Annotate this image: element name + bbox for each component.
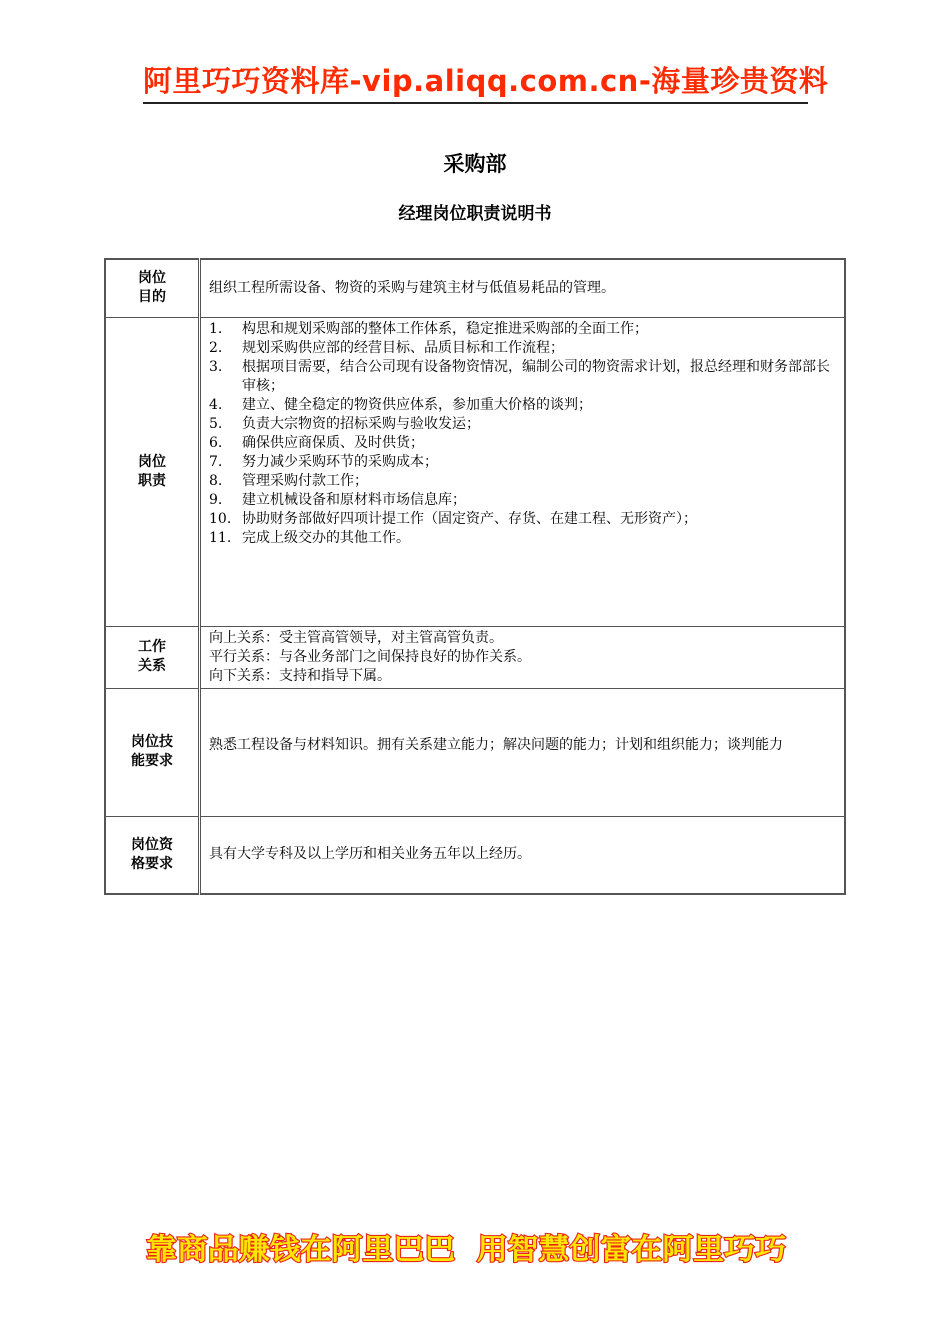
duty-item-number: 10. <box>209 510 232 527</box>
header-banner <box>143 62 829 104</box>
duty-item-text: 确保供应商保质、及时供货； <box>242 434 424 451</box>
department-title: 采购部 <box>443 152 507 176</box>
duty-item-number: 1. <box>209 320 223 337</box>
duty-item <box>209 434 836 453</box>
label-skills-line1: 岗位技 <box>131 734 173 750</box>
label-qualifications-line1: 岗位资 <box>131 836 173 853</box>
duty-item-text: 建立机械设备和原材料市场信息库； <box>242 491 466 508</box>
duties-list <box>209 320 836 548</box>
row-qualifications <box>105 816 845 894</box>
duty-item-text: 努力减少采购环节的采购成本； <box>242 453 438 470</box>
row-skills <box>105 688 845 816</box>
duty-item <box>209 415 836 434</box>
duties-cell <box>200 317 846 626</box>
row-relations <box>105 626 845 688</box>
duty-item-number: 3. <box>209 358 223 375</box>
duty-item-number: 7. <box>209 453 223 470</box>
duty-item <box>209 510 836 529</box>
label-purpose <box>105 259 200 317</box>
duty-item-number: 2. <box>209 339 223 356</box>
label-purpose-line1: 岗位 <box>138 270 166 287</box>
duty-item <box>209 320 836 339</box>
relation-parallel: 平行关系：与各业务部门之间保持良好的协作关系。 <box>209 648 531 665</box>
duty-item <box>209 529 836 548</box>
label-purpose-line2: 目的 <box>138 289 166 306</box>
label-duties <box>105 317 200 626</box>
qualifications-text: 具有大学专科及以上学历和相关业务五年以上经历。 <box>200 816 846 894</box>
footer-slogan-banner <box>0 1226 950 1270</box>
row-purpose <box>105 259 845 317</box>
label-qualifications <box>105 816 200 894</box>
skills-text <box>200 688 846 816</box>
duty-item-text: 构思和规划采购部的整体工作体系，稳定推进采购部的全面工作； <box>242 320 648 337</box>
duty-item-number: 9. <box>209 491 223 508</box>
footer-slogan-text: 靠商品赚钱在阿里巴巴 用智慧创富在阿里巧巧 <box>146 1232 786 1266</box>
job-description-table <box>104 258 846 895</box>
relation-downward: 向下关系：支持和指导下属。 <box>209 667 391 684</box>
label-relations-line1: 工作 <box>138 639 166 655</box>
document-title: 经理岗位职责说明书 <box>398 204 552 224</box>
relation-upward: 向上关系：受主管高管领导，对主管高管负责。 <box>209 629 503 646</box>
skills-text-body: 熟悉工程设备与材料知识。拥有关系建立能力；解决问题的能力；计划和组织能力；谈判能力 <box>209 736 783 753</box>
duty-item-text: 完成上级交办的其他工作。 <box>242 529 410 546</box>
duty-item-number: 6. <box>209 434 223 451</box>
label-relations-line2: 关系 <box>138 658 166 674</box>
duty-item <box>209 491 836 510</box>
header-banner-text: 阿里巧巧资料库-vip.aliqq.com.cn-海量珍贵资料 <box>143 64 829 98</box>
label-skills <box>105 688 200 816</box>
duty-item <box>209 396 836 415</box>
duty-item-number: 8. <box>209 472 223 489</box>
duty-item-text: 协助财务部做好四项计提工作（固定资产、存货、在建工程、无形资产）； <box>242 510 697 527</box>
duty-item-number: 5. <box>209 415 223 432</box>
relations-cell <box>200 626 846 688</box>
purpose-text: 组织工程所需设备、物资的采购与建筑主材与低值易耗品的管理。 <box>200 259 846 317</box>
duty-item-number: 4. <box>209 396 223 413</box>
label-qualifications-line2: 格要求 <box>131 855 173 872</box>
row-duties <box>105 317 845 626</box>
label-skills-line2: 能要求 <box>131 753 173 769</box>
label-duties-line2: 职责 <box>138 472 166 489</box>
label-relations <box>105 626 200 688</box>
duty-item-text: 根据项目需要，结合公司现有设备物资情况，编制公司的物资需求计划，报总经理和财务部部长审核； <box>242 358 830 394</box>
duty-item <box>209 453 836 472</box>
duty-item <box>209 358 836 396</box>
duty-item-text: 建立、健全稳定的物资供应体系，参加重大价格的谈判； <box>242 396 592 413</box>
duty-item-number: 11. <box>209 529 232 546</box>
duty-item-text: 管理采购付款工作； <box>242 472 368 489</box>
duty-item <box>209 339 836 358</box>
label-duties-line1: 岗位 <box>138 453 166 470</box>
duty-item-text: 规划采购供应部的经营目标、品质目标和工作流程； <box>242 339 564 356</box>
duty-item-text: 负责大宗物资的招标采购与验收发运； <box>242 415 480 432</box>
duty-item <box>209 472 836 491</box>
